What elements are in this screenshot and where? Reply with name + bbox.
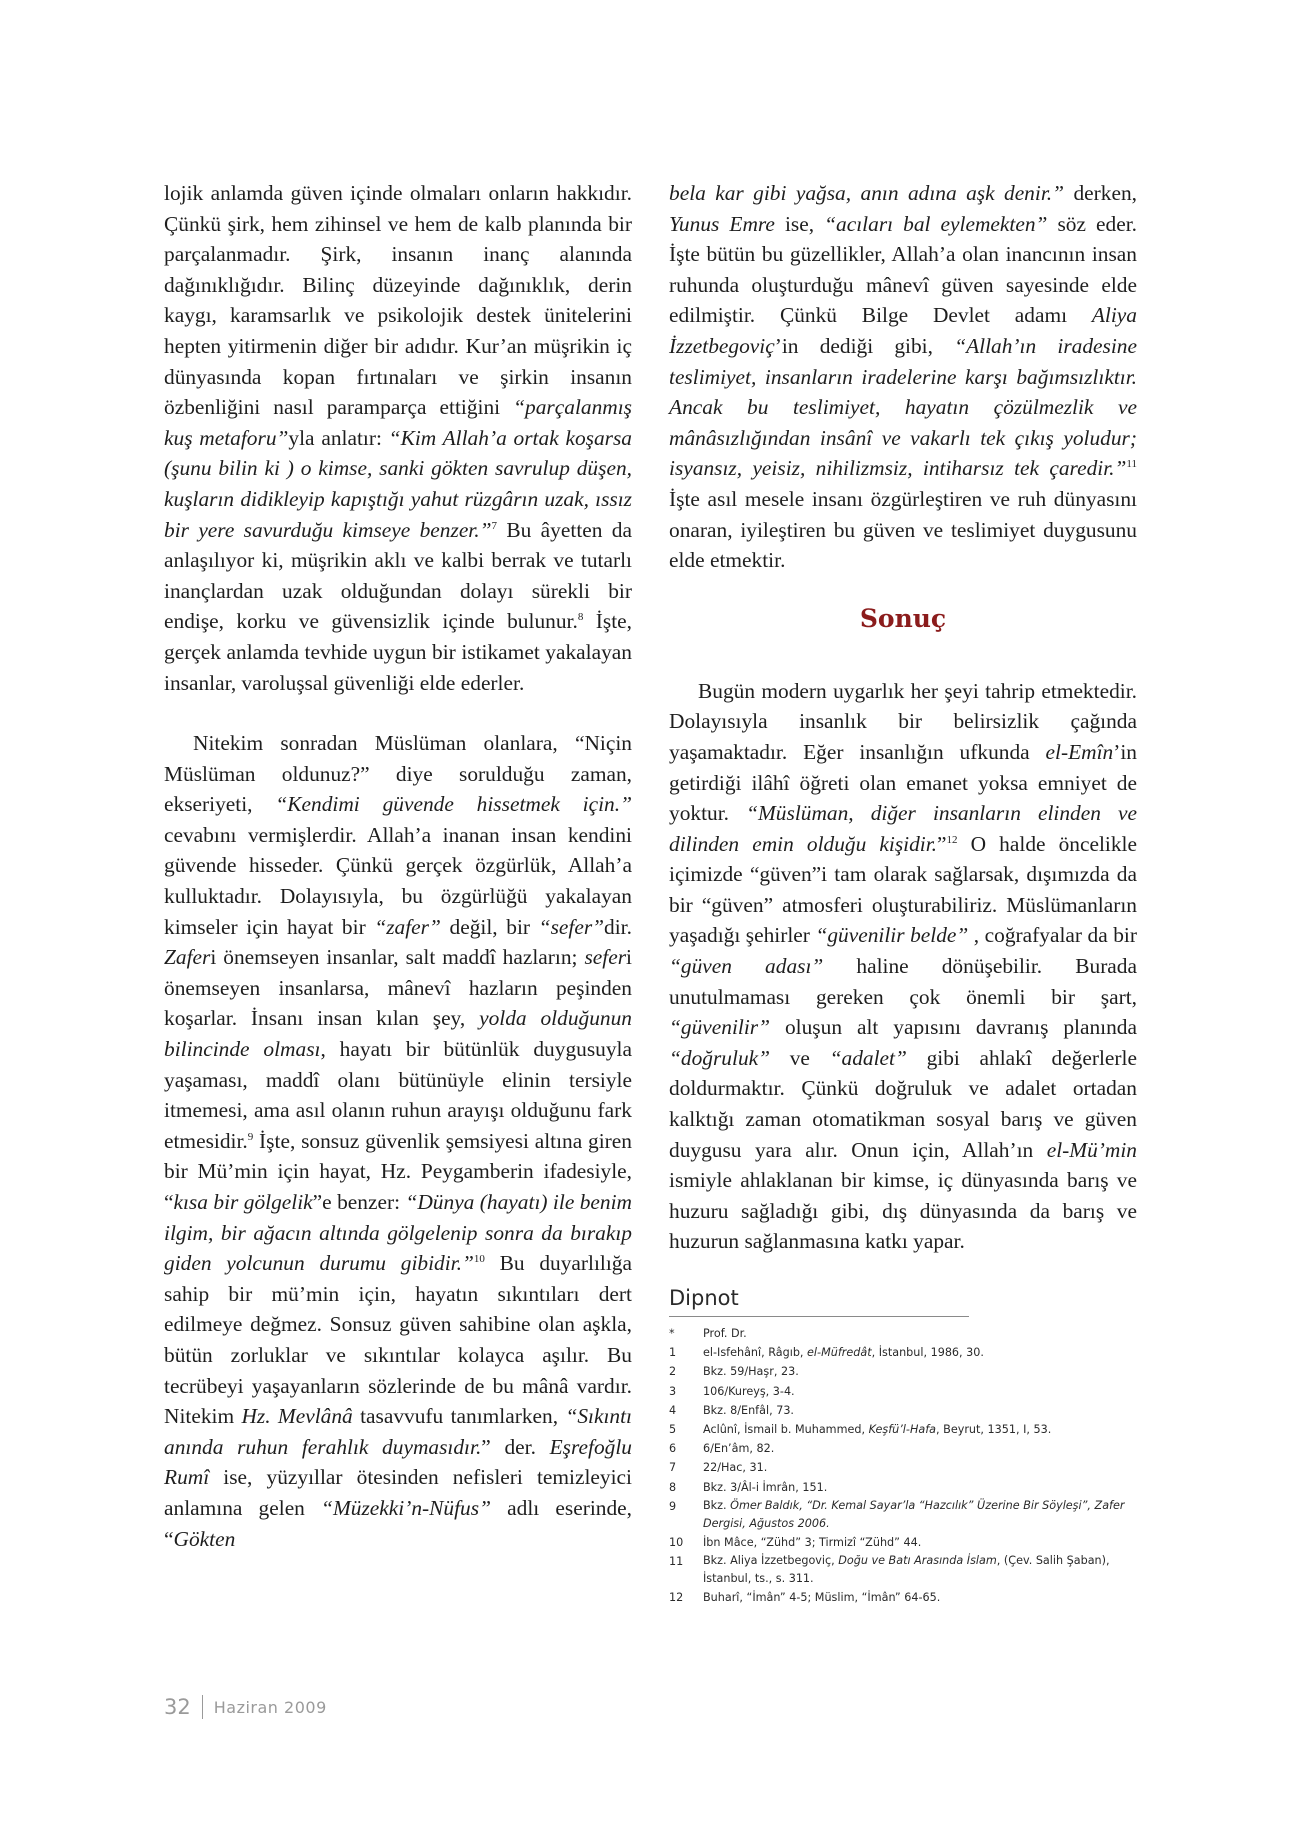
text-run: O halde öncelikle içimizde “güven”i tam olarak sağlarsak, dışımızda da bir “güven” atmosferi oluşturabiliriz. Müslümanların yaşadığı şehirler — [669, 831, 1137, 948]
paragraph — [669, 676, 1137, 1257]
text-run: ’in getirdiği ilâhî öğreti olan emanet yoksa emniyet de yoktur. — [669, 739, 1137, 826]
text-run: Bkz. 59/Haşr, 23. — [703, 1365, 799, 1379]
italic-text: bela kar gibi yağsa, anın adına aşk denir.” — [669, 181, 1065, 205]
text-run: Aclûnî, İsmail b. Muhammed, — [703, 1423, 869, 1437]
footnote-item — [669, 1588, 1137, 1607]
text-run: Prof. Dr. — [703, 1327, 747, 1340]
italic-text: sefer — [584, 945, 627, 970]
text-run: , hayatı bir bütünlük duygusuyla yaşaması, maddî olanı bütünüyle elinin tersiyle itmemesi, ama asıl olanın ruhun arayışı olduğunu fark etmesidir. — [164, 1037, 632, 1153]
italic-text: “Müzekki’n-Nüfus” — [321, 1495, 491, 1520]
italic-text: “Kendimi güvende hissetmek için.” — [275, 792, 632, 817]
italic-text: Ömer Baldık, “Dr. Kemal Sayar’la “Hazcılık” Üzerine Bir Söyleşi”, Zafer Dergisi, Ağustos 2006. — [703, 1498, 1125, 1530]
text-run: oluşun alt yapısını davranış planında — [770, 1015, 1137, 1040]
italic-text: “Müslüman, diğer insanların elinden ve dilinden emin olduğu kişidir. — [669, 801, 1137, 856]
footnote-number: * — [669, 1327, 675, 1340]
text-run: ise, yüzyıllar ötesinden nefisleri temizleyici anlamına gelen — [164, 1465, 632, 1520]
italic-text: kısa bir gölgelik — [173, 1190, 313, 1214]
text-run: ise, — [774, 211, 825, 236]
footnote-number: 6 — [669, 1442, 677, 1456]
paragraph — [164, 728, 632, 1554]
italic-text: Hz. Mevlânâ — [241, 1404, 353, 1429]
footnotes-list — [669, 1324, 1137, 1607]
right-column — [669, 178, 1137, 1607]
text-run: Bu âyetten da anlaşılıyor ki, müşrikin aklı ve kalbi berrak ve tutarlı inançlardan uzak olduğundan dolayı sürekli bir endişe, korku ve güvensizlik içinde bulunur. — [164, 517, 632, 634]
italic-text: el-Emîn — [1045, 739, 1114, 764]
text-run: İbn Mâce, “Zühd” 3; Tirmizî “Zühd” 44. — [703, 1535, 922, 1549]
text-run: ’in dediği gibi, — [774, 333, 955, 358]
footnote-text — [703, 1458, 1137, 1477]
footnote-ref: 11 — [1126, 458, 1137, 471]
footnote-item — [669, 1552, 1137, 1588]
italic-text: “güvenilir” — [669, 1015, 771, 1040]
italic-text: “Kim Allah’a ortak koşarsa (şunu bilin ki ) o kimse, sanki gökten savrulup düşen, kuşların didikleyip kapıştığı yahut rüzgârın uzak, ıssız bir yere savurduğu kimseye benzer.” — [164, 425, 632, 542]
italic-text: Yunus Emre — [669, 211, 775, 236]
text-run: Bu duyarlılığa sahip bir mü’min için, hayatın sıkıntıları dert edilmeye değmez. Sonsuz güven sahibine olan aşkla, bütün zorluklar ve sıkıntılar kolayca aşılır. Bu tecrübeyi yaşayanların sözlerinde de bu mânâ vardır. Nitekim — [164, 1251, 632, 1429]
page-number: 32 — [164, 1695, 191, 1719]
footnote-item — [669, 1478, 1137, 1497]
italic-text: Doğu ve Batı Arasında İslam — [838, 1554, 997, 1568]
paragraph — [164, 178, 632, 698]
italic-text: Gökten — [173, 1526, 236, 1551]
footnote-item — [669, 1497, 1137, 1533]
footnote-item — [669, 1439, 1137, 1458]
footnote-text — [703, 1533, 1137, 1552]
text-run: İşte asıl mesele insanı özgürleştiren ve ruh dünyasını onaran, iyileştiren bu güven ve teslimiyet duygusunu elde etmektir. — [669, 486, 1137, 573]
text-run: Bkz. — [703, 1498, 731, 1512]
footnote-text — [703, 1343, 1137, 1362]
text-run: cevabını vermişlerdir. Allah’a inanan insan kendini güvende hisseder. Çünkü gerçek özgürlük, Allah’a kulluktadır. Dolayısıyla, bu özgürlüğü yakalayan kimseler için hayat bir — [164, 822, 632, 939]
italic-text: el-Müfredât — [807, 1346, 872, 1360]
page-footer — [164, 1695, 327, 1719]
footnote-text — [703, 1401, 1137, 1420]
italic-text: “doğruluk” — [669, 1045, 771, 1070]
text-run: İşte, sonsuz güvenlik şemsiyesi altına giren bir Mü’min için hayat, Hz. Peygamberin ifadesiyle, “ — [164, 1128, 632, 1214]
text-run: ”e benzer: — [312, 1190, 406, 1214]
text-run: yla anlatır: — [288, 425, 389, 450]
issue-date: Haziran 2009 — [213, 1697, 327, 1717]
text-run: , (Çev. Salih Şaban), İstanbul, ts., s. 311. — [703, 1554, 1110, 1586]
italic-text: “Allah’ın iradesine teslimiyet, insanların iradelerine karşı bağımsızlıktır. Ancak bu teslimiyet, hayatın çözülmezlik ve mânâsızlığından insânî ve vakarlı tek çıkış yoludur; isyansız, yeisiz, nihilizmsiz, intiharsız tek çaredir.” — [669, 333, 1137, 481]
text-run: İşte, gerçek anlamda tevhide uygun bir istikamet yakalayan insanlar, varoluşsal güvenliği elde ederler. — [164, 609, 632, 695]
italic-text: yolda olduğunun bilincinde olması — [164, 1006, 632, 1062]
italic-text: “sefer” — [538, 914, 605, 939]
text-run: Nitekim sonradan Müslüman olanlara, “Niçin Müslüman oldunuz?” diye sorulduğu zaman, ekseriyeti, — [164, 731, 632, 817]
italic-text: “acıları bal eylemekten” — [824, 211, 1048, 236]
section-heading: Sonuç — [859, 603, 947, 633]
text-run: dir. — [604, 914, 632, 939]
text-run: adlı eserinde, “ — [164, 1495, 632, 1551]
footnote-item — [669, 1362, 1137, 1381]
footnote-item — [669, 1458, 1137, 1477]
footnote-number: 9 — [669, 1499, 677, 1513]
footnote-number: 10 — [669, 1535, 684, 1549]
footnote-item — [669, 1533, 1137, 1552]
footnote-text — [703, 1439, 1137, 1458]
text-run: haline dönüşebilir. Burada unutulmaması gereken çok önemli bir şart, — [669, 954, 1137, 1009]
text-run: Bugün modern uygarlık her şeyi tahrip etmektedir. Dolayısıyla insanlık bir belirsizlik çağında yaşamaktadır. Eğer insanlığın ufkunda — [669, 678, 1137, 764]
italic-text: “zafer” — [374, 914, 441, 939]
italic-text: “Dünya (hayatı) ile benim ilgim, bir ağacın altında gölgelenip sonra da bırakıp giden yolcunun durumu gibidir.” — [164, 1190, 633, 1276]
text-run: , İstanbul, 1986, 30. — [871, 1346, 984, 1360]
text-run: gibi ahlakî değerlerle doldurmaktır. Çünkü doğruluk ve adalet ortadan kalktığı zaman otomatikman sosyal barış ve güven duygusu yara alır. Onun için, Allah’ın — [669, 1045, 1137, 1162]
italic-text: “güven adası” — [669, 954, 824, 979]
italic-text: el-Mü’min — [1046, 1137, 1137, 1162]
footer-divider — [202, 1695, 203, 1719]
footnote-text — [703, 1382, 1137, 1401]
italic-text: Zafer — [164, 945, 211, 970]
text-run: tasavvufu tanımlarken, — [352, 1404, 566, 1429]
footnote-ref: 7 — [491, 519, 498, 532]
footnotes-title: Dipnot — [669, 1286, 739, 1310]
text-run: söz eder. İşte bütün bu güzellikler, Allah’a olan inancının insan ruhunda oluşturduğu mânevî güven sayesinde elde edilmiştir. Çünkü Bilge Devlet adamı — [669, 211, 1138, 328]
text-run: 106/Kureyş, 3-4. — [703, 1384, 795, 1398]
footnotes-divider — [669, 1316, 969, 1317]
footnote-text — [703, 1478, 1137, 1497]
italic-text: “Sıkıntı anında ruhun ferahlık duymasıdır. — [164, 1404, 632, 1459]
text-run: el-Isfehânî, Râgıb, — [703, 1346, 808, 1360]
footnote-number: 11 — [669, 1555, 684, 1569]
footnote-text — [703, 1588, 1137, 1607]
footnote-number: 2 — [669, 1365, 677, 1379]
footnote-number: 8 — [669, 1480, 677, 1494]
text-run: ve — [770, 1045, 830, 1070]
footnote-number: 7 — [669, 1461, 677, 1475]
italic-text: Eşrefoğlu Rumî — [164, 1434, 632, 1490]
left-column — [164, 178, 632, 1554]
footnote-item — [669, 1324, 1137, 1343]
text-run: i önemseyen insanlarsa, mânevî hazların peşinden koşarlar. İnsanı insan kılan şey, — [164, 945, 632, 1031]
footnote-number: 5 — [669, 1423, 677, 1437]
text-run: i önemseyen insanlar, salt maddî hazların; — [210, 945, 585, 970]
text-run: ismiyle ahlaklanan bir kimse, iç dünyasında barış ve huzuru sağladığı gibi, dış dünyasında da barış ve huzurun sağlanmasına katkı yapar. — [669, 1168, 1137, 1254]
footnote-text — [703, 1420, 1137, 1439]
text-run: Buharî, “İmân” 4-5; Müslim, “İmân” 64-65. — [703, 1591, 941, 1605]
text-run: , Beyrut, 1351, I, 53. — [936, 1423, 1052, 1437]
footnote-text — [703, 1552, 1137, 1588]
text-run: Bkz. 3/Âl-i İmrân, 151. — [703, 1480, 828, 1494]
footnote-ref: 10 — [473, 1253, 485, 1266]
text-run: lojik anlamda güven içinde olmaları onların hakkıdır. Çünkü şirk, hem zihinsel ve hem de kalb planında bir parçalanmadır. Şirk, insanın inanç alanında dağınıklığıdır. Bilinç düzeyinde dağınıklık, derin kaygı, karamsarlık ve psikolojik destek ünitelerini hepten yitirmenin diğer bir adıdır. Kur’an müşrikin iç dünyasında kopan fırtınaları ve şirkin insanın özbenliğini nasıl paramparça ettiğini — [164, 181, 632, 420]
footnote-item — [669, 1343, 1137, 1362]
italic-text: Keşfü’l-Hafa — [868, 1423, 937, 1437]
footnote-text — [703, 1362, 1137, 1381]
text-run: ” der. — [481, 1434, 550, 1459]
text-run: değil, bir — [440, 914, 539, 939]
footnote-ref: 8 — [577, 611, 584, 624]
footnote-number: 12 — [669, 1591, 684, 1605]
footnote-text — [703, 1324, 1137, 1343]
text-run: Bkz. Aliya İzzetbegoviç, — [703, 1554, 839, 1568]
text-run: ” — [937, 831, 947, 856]
italic-text: “güvenilir belde” — [815, 923, 969, 948]
footnote-number: 1 — [669, 1346, 677, 1360]
footnote-item — [669, 1401, 1137, 1420]
italic-text: Aliya İzzetbegoviç — [669, 303, 1137, 358]
footnote-item — [669, 1382, 1137, 1401]
text-run: 6/En’âm, 82. — [703, 1442, 775, 1456]
text-run: 22/Hac, 31. — [703, 1461, 768, 1475]
footnote-text — [703, 1497, 1137, 1533]
italic-text: “parçalanmış kuş metaforu” — [164, 395, 632, 450]
text-run: Bkz. 8/Enfâl, 73. — [703, 1403, 794, 1417]
paragraph — [669, 178, 1137, 576]
italic-text: “adalet” — [829, 1045, 907, 1070]
text-run: , coğrafyalar da bir — [968, 923, 1137, 948]
text-run: derken, — [1064, 181, 1137, 205]
footnote-number: 4 — [669, 1403, 677, 1417]
footnote-ref: 12 — [946, 833, 958, 846]
footnote-ref: 9 — [247, 1130, 254, 1143]
footnote-item — [669, 1420, 1137, 1439]
footnote-number: 3 — [669, 1384, 677, 1398]
